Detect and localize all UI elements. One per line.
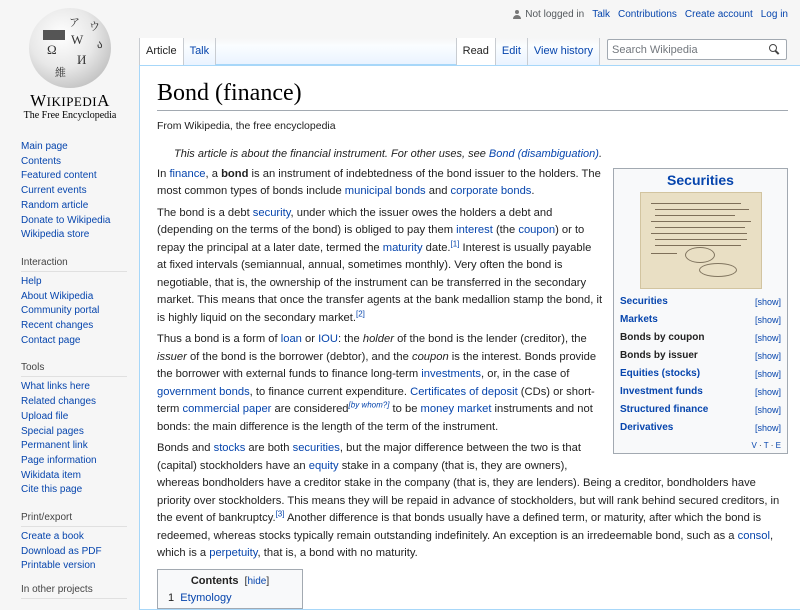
sidebar-item-cite[interactable]: Cite this page — [21, 484, 83, 496]
bold-bond: bond — [221, 167, 249, 180]
sidebar-item-contents[interactable]: Contents — [21, 155, 62, 167]
link-money-market[interactable]: money market — [420, 403, 492, 416]
navbox-row-derivatives — [620, 419, 781, 437]
navbox-link-equities[interactable]: Equities (stocks) — [620, 368, 701, 380]
tools-heading: Tools — [21, 362, 127, 377]
link-securities[interactable]: securities — [292, 442, 340, 455]
sidebar-item-store[interactable]: Wikipedia store — [21, 229, 90, 241]
sidebar-item-featured-content[interactable]: Featured content — [21, 170, 97, 182]
reference-3[interactable]: [3] — [275, 509, 285, 519]
navbox-link-markets[interactable]: Markets — [620, 314, 658, 326]
link-government-bonds[interactable]: government bonds — [157, 385, 250, 398]
navbox-row-markets — [620, 311, 781, 329]
link-coupon[interactable]: coupon — [518, 224, 556, 237]
sidebar-item-printable[interactable]: Printable version — [21, 560, 96, 572]
navbox-label-bonds-by-coupon: Bonds by coupon — [620, 332, 705, 344]
sidebar-item-recent-changes[interactable]: Recent changes — [21, 320, 94, 332]
link-corporate-bonds[interactable]: corporate bonds — [450, 185, 532, 198]
securities-navbox — [613, 168, 788, 454]
bond-document-image[interactable] — [640, 192, 762, 289]
vte-separator: · — [759, 440, 762, 450]
link-commercial-paper[interactable]: commercial paper — [182, 403, 272, 416]
disambiguation-link[interactable]: Bond (disambiguation) — [488, 147, 599, 160]
search-icon[interactable] — [769, 44, 779, 54]
link-security[interactable]: security — [252, 206, 291, 219]
navbox-link-structured-finance[interactable]: Structured finance — [620, 404, 709, 416]
citation-needed-link[interactable]: [by whom?] — [348, 400, 390, 410]
sidebar-item-what-links-here[interactable]: What links here — [21, 381, 90, 393]
navigation-portal — [0, 140, 139, 243]
contributions-link[interactable]: Contributions — [618, 9, 677, 20]
link-certificates-of-deposit[interactable]: Certificates of deposit — [410, 385, 518, 398]
show-toggle[interactable]: [show] — [754, 350, 781, 361]
show-toggle[interactable]: [show] — [754, 296, 781, 307]
vte-links — [620, 441, 781, 450]
show-toggle[interactable]: [show] — [754, 368, 781, 379]
toc-hide-toggle[interactable]: hide — [247, 575, 267, 587]
sidebar-item-community-portal[interactable]: Community portal — [21, 305, 100, 317]
link-interest[interactable]: interest — [456, 224, 493, 237]
toc-title: Contents [hide] — [190, 574, 270, 587]
sidebar-item-help[interactable]: Help — [21, 275, 42, 287]
search-box — [607, 39, 787, 60]
sidebar-item-random-article[interactable]: Random article — [21, 199, 89, 211]
site-sub: From Wikipedia, the free encyclopedia — [157, 120, 336, 132]
link-perpetuity[interactable]: perpetuity — [209, 547, 258, 560]
sidebar-item-about[interactable]: About Wikipedia — [21, 290, 94, 302]
toc-link-etymology[interactable]: Etymology — [180, 591, 232, 604]
navbox-title[interactable]: Securities — [667, 171, 734, 188]
tab-read[interactable]: Read — [456, 38, 495, 65]
page-title: Bond (finance) — [157, 78, 788, 111]
sidebar-item-contact[interactable]: Contact page — [21, 334, 81, 346]
hatnote — [157, 147, 788, 162]
tab-view-history[interactable]: View history — [527, 38, 600, 65]
interaction-heading: Interaction — [21, 257, 127, 272]
tab-edit[interactable]: Edit — [495, 38, 527, 65]
puzzle-globe-icon: Ω W И 維 ウ ア ა — [29, 8, 111, 88]
create-account-link[interactable]: Create account — [684, 9, 753, 20]
sidebar-item-related-changes[interactable]: Related changes — [21, 396, 97, 408]
namespace-tabs — [139, 38, 481, 65]
link-iou[interactable]: IOU — [318, 333, 338, 346]
show-toggle[interactable]: [show] — [754, 404, 781, 415]
tab-article[interactable]: Article — [139, 38, 183, 65]
paragraph-3: Thus a bond is a form of loan or IOU: the holder of the bond is the lender (creditor), the issuer of the bond is the borrower (debtor), and the coupon is the interest. Bonds provide the borrower with external funds to finance long-term investments, or, in the case of government bonds, to finance current expenditure. Certificates of deposit (CDs) or short-term commercial paper are considered[by whom?] to be money market instruments and not bonds: the main difference is the length of the term of the instrument. — [157, 333, 597, 433]
other-projects-heading: In other projects — [21, 584, 127, 599]
reference-2[interactable]: [2] — [356, 309, 365, 319]
tabs-spacer — [215, 38, 481, 65]
navbox-row-investment-funds — [620, 383, 781, 401]
link-municipal-bonds[interactable]: municipal bonds — [344, 185, 426, 198]
link-equity[interactable]: equity — [308, 459, 339, 472]
sidebar-item-special-pages[interactable]: Special pages — [21, 425, 84, 437]
paragraph-1: In finance, a bond is an instrument of indebtedness of the bond issuer to the holders. The most common types of bonds include municipal bonds and corporate bonds. — [157, 167, 601, 198]
wikipedia-logo[interactable] — [0, 0, 140, 130]
sidebar-item-page-information[interactable]: Page information — [21, 454, 97, 466]
hatnote-text: This article is about the financial instrument. For other uses, see — [174, 147, 489, 160]
link-loan[interactable]: loan — [280, 333, 302, 346]
reference-1[interactable]: [1] — [450, 239, 460, 249]
sidebar — [0, 140, 139, 599]
show-toggle[interactable]: [show] — [754, 314, 781, 325]
toc-item — [168, 592, 292, 605]
edit-template-link[interactable]: E — [775, 440, 781, 450]
navbox-row-equities — [620, 365, 781, 383]
print-portal — [0, 512, 139, 574]
talk-link[interactable]: Talk — [592, 9, 610, 20]
sidebar-item-upload-file[interactable]: Upload file — [21, 410, 69, 422]
personal-tools — [512, 9, 788, 20]
sidebar-item-permanent-link[interactable]: Permanent link — [21, 440, 88, 452]
show-toggle[interactable]: [show] — [754, 332, 781, 343]
sidebar-item-wikidata-item[interactable]: Wikidata item — [21, 469, 82, 481]
link-investments[interactable]: investments — [421, 368, 481, 381]
navbox-link-investment-funds[interactable]: Investment funds — [620, 386, 703, 398]
link-finance[interactable]: finance — [169, 167, 206, 180]
sidebar-item-download-pdf[interactable]: Download as PDF — [21, 545, 102, 557]
navbox-label-bonds-by-issuer: Bonds by issuer — [620, 350, 698, 362]
sidebar-item-create-book[interactable]: Create a book — [21, 531, 84, 543]
interaction-portal — [0, 257, 139, 349]
user-icon — [512, 10, 522, 20]
view-tabs — [456, 38, 600, 65]
paragraph-4: Bonds and stocks are both securities, but the major difference between the two is that (capital) stockholders have an equity stake in a company (that is, they are owners), whereas bondholders have a creditor stake in the company (that is, they are lenders). Being a creditor, bondholders have priority over stockholders. This means they will be repaid in advance of stockholders, but will rank behind secured creditors, in the event of bankruptcy.[3] Another difference is that bonds usually have a defined term, or maturity, after which the bond is redeemed, whereas stocks typically remain outstanding indefinitely. An exception is an irredeemable bond, such as a consol, which is a perpetuity, that is, a bond with no maturity. — [157, 442, 780, 560]
hatnote-end: . — [598, 147, 603, 160]
navbox-link-derivatives[interactable]: Derivatives — [620, 422, 674, 434]
search-input[interactable] — [608, 41, 758, 60]
article-content — [139, 65, 800, 610]
not-logged-in-text: Not logged in — [525, 9, 585, 20]
navbox-row-bonds-by-coupon — [620, 329, 781, 347]
tagline: The Free Encyclopedia — [23, 110, 117, 121]
sidebar-item-current-events[interactable]: Current events — [21, 185, 87, 197]
view-template-link[interactable]: V — [751, 440, 757, 450]
link-stocks[interactable]: stocks — [213, 442, 246, 455]
link-consol[interactable]: consol — [737, 529, 770, 542]
navbox-link-securities[interactable]: Securities — [620, 296, 668, 308]
sidebar-item-donate[interactable]: Donate to Wikipedia — [21, 214, 111, 226]
wordmark: WIKIPEDIA — [30, 91, 110, 110]
navbox-row-bonds-by-issuer — [620, 347, 781, 365]
navbox-row-securities — [620, 293, 781, 311]
tab-talk[interactable]: Talk — [183, 38, 216, 65]
log-in-link[interactable]: Log in — [760, 9, 788, 20]
vte-separator: · — [770, 440, 774, 450]
print-heading: Print/export — [21, 512, 127, 527]
tools-portal — [0, 362, 139, 498]
show-toggle[interactable]: [show] — [754, 422, 781, 433]
show-toggle[interactable]: [show] — [754, 386, 781, 397]
table-of-contents — [157, 569, 303, 609]
link-maturity[interactable]: maturity — [382, 241, 423, 254]
sidebar-item-main-page[interactable]: Main page — [21, 141, 68, 152]
navbox-row-structured-finance — [620, 401, 781, 419]
other-projects-portal — [0, 584, 139, 599]
paragraph-2: The bond is a debt security, under which the issuer owes the holders a debt and (depending on the terms of the bond) is obliged to pay them interest (the coupon) or to repay the principal at a later date, termed the maturity date.[1] Interest is usually payable at fixed intervals (semiannual, annual, sometimes monthly). Very often the bond is negotiable, that is, the ownership of the instrument can be transferred in the secondary market. This means that once the transfer agents at the bank medallion stamp the bond, it is highly liquid on the secondary market.[2] — [157, 206, 603, 324]
toc-number: 1 — [168, 591, 175, 604]
login-status — [512, 9, 584, 20]
toc-heading: Contents — [190, 574, 239, 587]
talk-template-link[interactable]: T — [763, 440, 769, 450]
